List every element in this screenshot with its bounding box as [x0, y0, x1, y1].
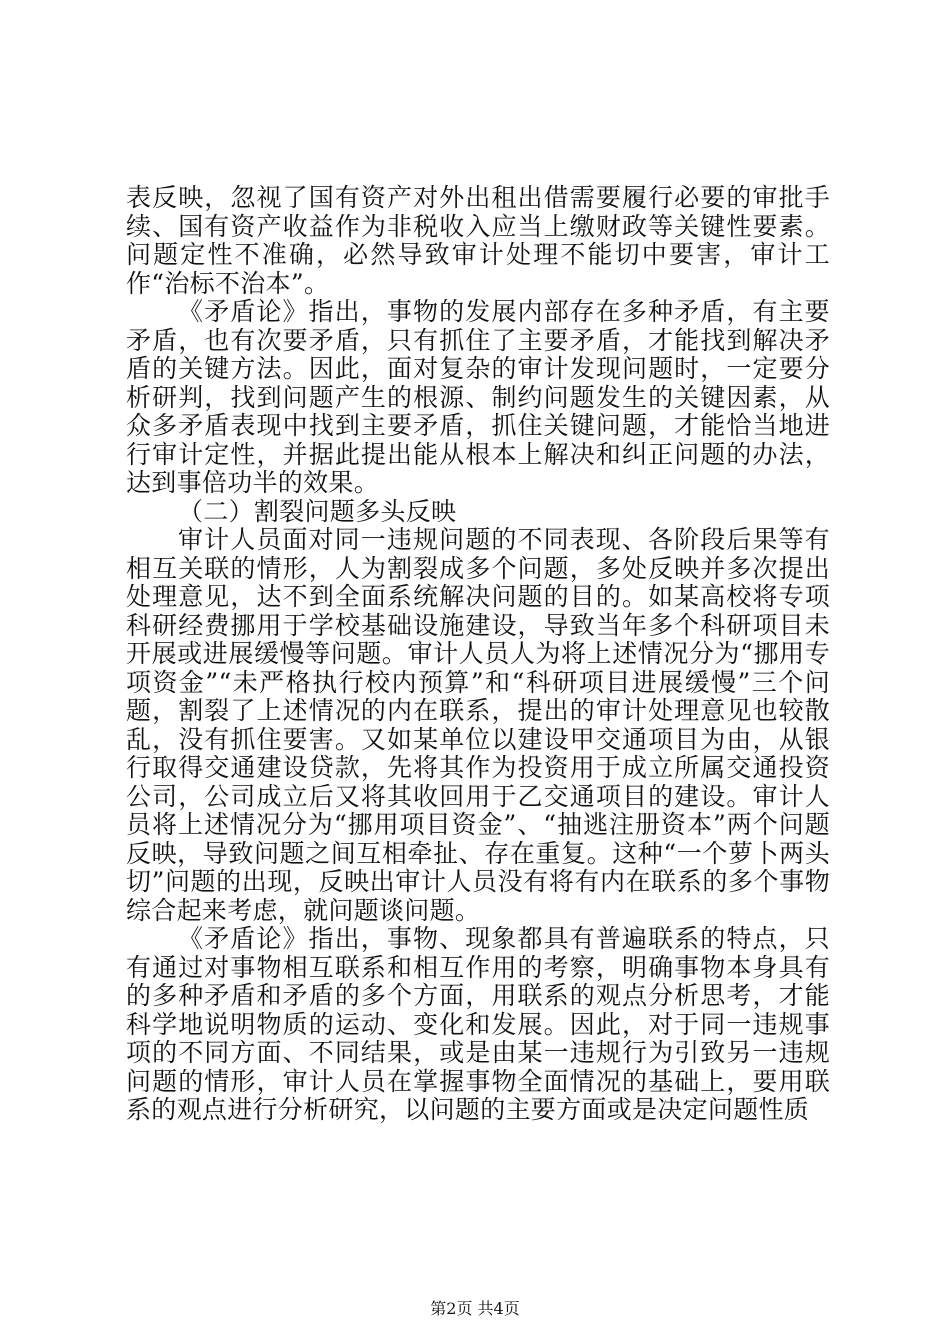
paragraph-contradiction-theory-1: 《矛盾论》指出，事物的发展内部存在多种矛盾，有主要矛盾，也有次要矛盾，只有抓住了主要矛盾，才能找到解决矛盾的关键方法。因此，面对复杂的审计发现问题时，一定要分析研判，找到问题产生的根源、制约问题发生的关键因素，从众多矛盾表现中找到主要矛盾，抓住关键问题，才能恰当地进行审计定性，并据此提出能从根本上解决和纠正问题的办法，达到事倍功半的效果。 — [126, 297, 830, 497]
paragraph-split-problems: 审计人员面对同一违规问题的不同表现、各阶段后果等有相互关联的情形，人为割裂成多个问题，多处反映并多次提出处理意见，达不到全面系统解决问题的目的。如某高校将专项科研经费挪用于学校基础设施建设，导致当年多个科研项目未开展或进展缓慢等问题。审计人员人为将上述情况分为“挪用专项资金”“未严格执行校内预算”和“科研项目进展缓慢”三个问题，割裂了上述情况的内在联系，提出的审计处理意见也较散乱，没有抓住要害。又如某单位以建设甲交通项目为由，从银行取得交通建设贷款，先将其作为投资用于成立所属交通投资公司，公司成立后又将其收回用于乙交通项目的建设。审计人员将上述情况分为“挪用项目资金”、“抽逃注册资本”两个问题反映，导致问题之间互相牵扯、存在重复。这种“一个萝卜两头切”问题的出现，反映出审计人员没有将有内在联系的多个事物综合起来考虑，就问题谈问题。 — [126, 525, 830, 925]
paragraph-contradiction-theory-2: 《矛盾论》指出，事物、现象都具有普遍联系的特点，只有通过对事物相互联系和相互作用的考察，明确事物本身具有的多种矛盾和矛盾的多个方面，用联系的观点分析思考，才能科学地说明物质的运动、变化和发展。因此，对于同一违规事项的不同方面、不同结果，或是由某一违规行为引致另一违规问题的情形，审计人员在掌握事物全面情况的基础上，要用联系的观点进行分析研究，以问题的主要方面或是决定问题性质 — [126, 924, 830, 1124]
document-body — [126, 184, 830, 1125]
section-heading: （二）割裂问题多头反映 — [178, 496, 457, 526]
page-number-footer: 第2页 共4页 — [430, 1299, 520, 1318]
paragraph-continuation: 表反映，忽视了国有资产对外出租出借需要履行必要的审批手续、国有资产收益作为非税收入应当上缴财政等关键性要素。问题定性不准确，必然导致审计处理不能切中要害，审计工作“治标不治本”。 — [126, 183, 830, 298]
